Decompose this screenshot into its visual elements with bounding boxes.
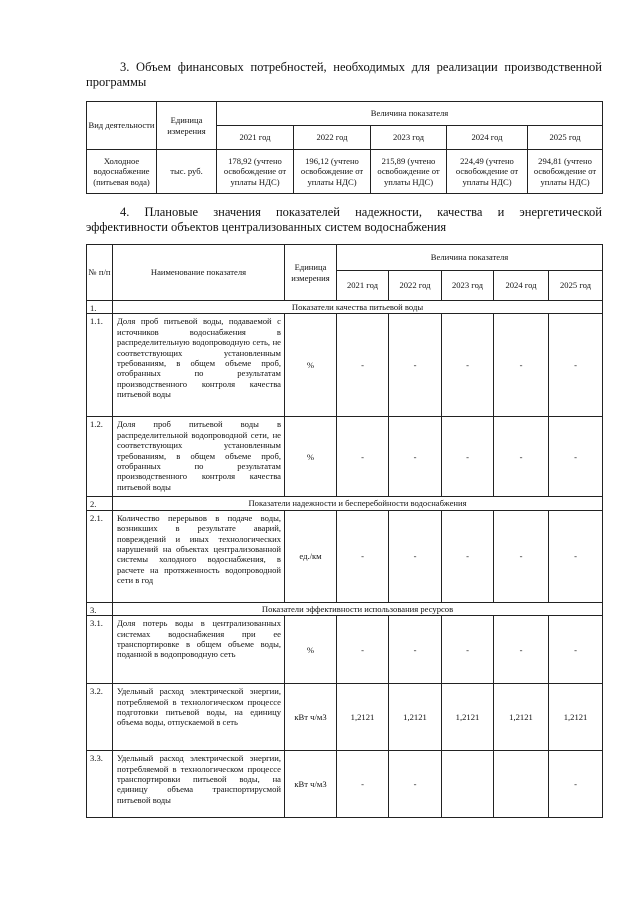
section-row <box>87 602 603 615</box>
unit-cell: кВт ч/м3 <box>285 751 337 818</box>
value-cell: - <box>442 616 494 684</box>
value-cell: 178,92 (учтено освобождение от уплаты НДС) <box>217 150 294 194</box>
value-cell: - <box>549 417 603 497</box>
unit-cell: % <box>285 616 337 684</box>
value-cell: - <box>389 314 442 417</box>
value-cell: - <box>337 417 389 497</box>
value-cell: - <box>549 751 603 818</box>
year-header: 2024 год <box>447 126 528 150</box>
value-cell: - <box>549 510 603 602</box>
col-header-value: Величина показателя <box>217 102 603 126</box>
unit-cell: тыс. руб. <box>157 150 217 194</box>
value-cell: 196,12 (учтено освобождение от уплаты НДС) <box>294 150 371 194</box>
value-cell <box>494 751 549 818</box>
value-cell: - <box>442 314 494 417</box>
row-number: 3.2. <box>87 684 113 751</box>
value-cell: 1,2121 <box>337 684 389 751</box>
year-header: 2022 год <box>294 126 371 150</box>
unit-cell: ед./км <box>285 510 337 602</box>
value-cell: - <box>494 510 549 602</box>
value-cell: 1,2121 <box>389 684 442 751</box>
table-row <box>87 751 603 818</box>
indicator-name: Удельный расход электрической энергии, потребляемой в технологическом процессе транспортировки питьевой воды, на единицу объема транспортирусмой питьевой воды <box>113 751 285 818</box>
value-cell: - <box>389 616 442 684</box>
table-row <box>87 417 603 497</box>
value-cell: - <box>389 417 442 497</box>
value-cell: - <box>442 417 494 497</box>
value-cell <box>442 751 494 818</box>
col-header-unit: Единица измерения <box>285 245 337 301</box>
value-cell: 1,2121 <box>442 684 494 751</box>
section-number: 2. <box>87 497 113 510</box>
indicator-name: Доля проб питьевой воды в распределительной водопроводной сети, не соответствующих установленным требованиям, в общем объеме проб, отобранных по результатам производственного контроля качества питьевой воды <box>113 417 285 497</box>
section-4-heading: 4. Плановые значения показателей надежности, качества и энергетической эффективности объектов централизованных систем водоснабжения <box>86 205 602 234</box>
year-header: 2024 год <box>494 271 549 301</box>
indicator-name: Количество перерывов в подаче воды, возникших в результате аварий, повреждений и иных технологических нарушений на объектах централизованной системы холодного водоснабжения, в расчете на протяженность водопроводной сети в год <box>113 510 285 602</box>
year-header: 2023 год <box>442 271 494 301</box>
row-number: 3.1. <box>87 616 113 684</box>
value-cell: - <box>494 616 549 684</box>
row-number: 1.1. <box>87 314 113 417</box>
value-cell: 224,49 (учтено освобождение от уплаты НДС) <box>447 150 528 194</box>
value-cell: 1,2121 <box>549 684 603 751</box>
table-row <box>87 616 603 684</box>
section-3-heading: 3. Объем финансовых потребностей, необходимых для реализации производственной программы <box>86 60 602 89</box>
indicator-name: Доля потерь воды в централизованных системах водоснабжения при ее транспортировке в общем объеме воды, поданной в водопроводную сеть <box>113 616 285 684</box>
value-cell: 1,2121 <box>494 684 549 751</box>
unit-cell: % <box>285 314 337 417</box>
section-title: Показатели надежности и бесперебойности водоснабжения <box>113 497 603 510</box>
value-cell: - <box>549 616 603 684</box>
year-header: 2022 год <box>389 271 442 301</box>
value-cell: - <box>549 314 603 417</box>
activity-cell: Холодное водоснабжение (питьевая вода) <box>87 150 157 194</box>
table-row <box>87 684 603 751</box>
value-cell: - <box>337 314 389 417</box>
unit-cell: % <box>285 417 337 497</box>
indicator-name: Удельный расход электрической энергии, потребляемой в технологическом процессе подготовки питьевой воды, на единицу объема воды, отпускаемой в сеть <box>113 684 285 751</box>
table-row <box>87 314 603 417</box>
year-header: 2021 год <box>217 126 294 150</box>
section-number: 3. <box>87 602 113 615</box>
indicator-name: Доля проб питьевой воды, подаваемой с источников водоснабжения в распределительную водопроводную сеть, не соответствующих установленным требованиям, в общем объеме проб, отобранных по результатам производственного контроля качества питьевой воды <box>113 314 285 417</box>
section-row <box>87 301 603 314</box>
col-header-value: Величина показателя <box>337 245 603 271</box>
value-cell: - <box>494 417 549 497</box>
col-header-number: № п/п <box>87 245 113 301</box>
value-cell: - <box>337 751 389 818</box>
value-cell: - <box>494 314 549 417</box>
value-cell: - <box>389 510 442 602</box>
col-header-activity: Вид деятельности <box>87 102 157 150</box>
section-title: Показатели качества питьевой воды <box>113 301 603 314</box>
year-header: 2023 год <box>371 126 447 150</box>
section-row <box>87 497 603 510</box>
year-header: 2021 год <box>337 271 389 301</box>
year-header: 2025 год <box>528 126 603 150</box>
indicators-table <box>86 244 603 818</box>
value-cell: - <box>337 616 389 684</box>
row-number: 3.3. <box>87 751 113 818</box>
row-number: 1.2. <box>87 417 113 497</box>
section-number: 1. <box>87 301 113 314</box>
col-header-name: Наименование показателя <box>113 245 285 301</box>
value-cell: - <box>389 751 442 818</box>
value-cell: 294,81 (учтено освобождение от уплаты НДС) <box>528 150 603 194</box>
row-number: 2.1. <box>87 510 113 602</box>
section-title: Показатели эффективности использования ресурсов <box>113 602 603 615</box>
value-cell: - <box>337 510 389 602</box>
value-cell: - <box>442 510 494 602</box>
financial-needs-table <box>86 101 603 194</box>
value-cell: 215,89 (учтено освобождение от уплаты НДС) <box>371 150 447 194</box>
unit-cell: кВт ч/м3 <box>285 684 337 751</box>
year-header: 2025 год <box>549 271 603 301</box>
table-row <box>87 510 603 602</box>
col-header-unit: Единица измерения <box>157 102 217 150</box>
